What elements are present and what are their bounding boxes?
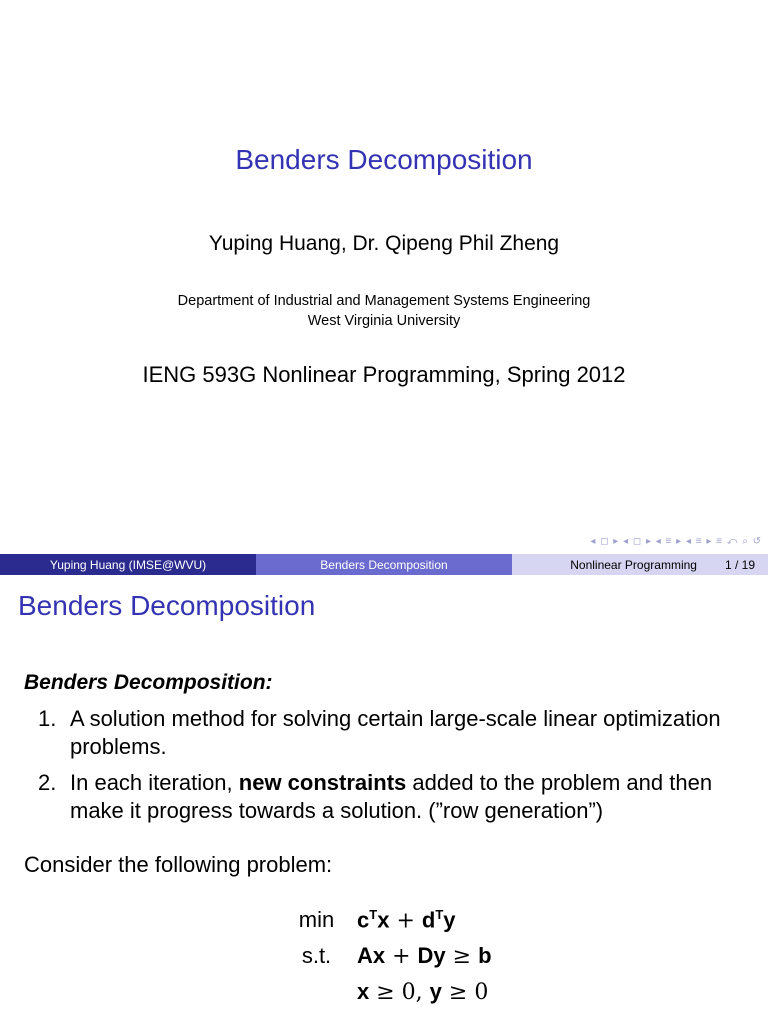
page-number: 1 / 19 xyxy=(724,557,755,572)
st-label: s.t. xyxy=(301,943,332,968)
university: West Virginia University xyxy=(307,313,461,329)
item-text: In each iteration, new constraints added to the problem and then make it progress towards a solution. (”row generation”) xyxy=(70,770,713,823)
course-info: IENG 593G Nonlinear Programming, Spring 2012 xyxy=(142,362,626,387)
list-item xyxy=(38,705,758,761)
emphasis-new-constraints: new constraints xyxy=(238,770,407,795)
footer-title: Benders Decomposition xyxy=(256,554,512,575)
objective-expression: $c^Tx + d^Ty$ xyxy=(357,906,456,934)
item-text: A solution method for solving certain large-scale linear optimization problems. xyxy=(70,706,721,759)
nonnegativity-expression: x ≥ 0, y ≥ 0 xyxy=(357,979,489,1005)
presentation-title: Benders Decomposition xyxy=(235,144,533,175)
footer-author: Yuping Huang (IMSE@WVU) xyxy=(0,554,256,575)
optimization-problem xyxy=(288,902,492,1010)
block-title: Benders Decomposition: xyxy=(24,671,273,694)
footline xyxy=(0,554,768,575)
constraint-row xyxy=(288,938,492,974)
beamer-navigation-icons[interactable]: ◂ ◻ ▸ ◂ ◻ ▸ ◂ ≡ ▸ ◂ ≡ ▸ ≡ ⤺ ⌕ ↺ xyxy=(590,536,762,547)
frame-title: Benders Decomposition xyxy=(18,590,316,621)
constraint-expression: Ax + Dy ≥ b xyxy=(357,943,492,969)
item-number: 1. xyxy=(38,706,57,731)
nonnegativity-row xyxy=(288,974,492,1010)
department: Department of Industrial and Management Systems Engineering xyxy=(177,293,591,309)
footer-section xyxy=(512,554,768,575)
footer-section-label: Nonlinear Programming xyxy=(570,557,697,572)
list-item xyxy=(38,769,758,825)
consider-text: Consider the following problem: xyxy=(24,852,333,877)
authors: Yuping Huang, Dr. Qipeng Phil Zheng xyxy=(208,232,560,255)
content-slide xyxy=(0,576,768,1024)
item-number: 2. xyxy=(38,770,57,795)
min-label: min xyxy=(298,907,335,932)
objective-row xyxy=(288,902,492,938)
institution xyxy=(0,291,768,331)
enumerated-list xyxy=(38,705,758,833)
